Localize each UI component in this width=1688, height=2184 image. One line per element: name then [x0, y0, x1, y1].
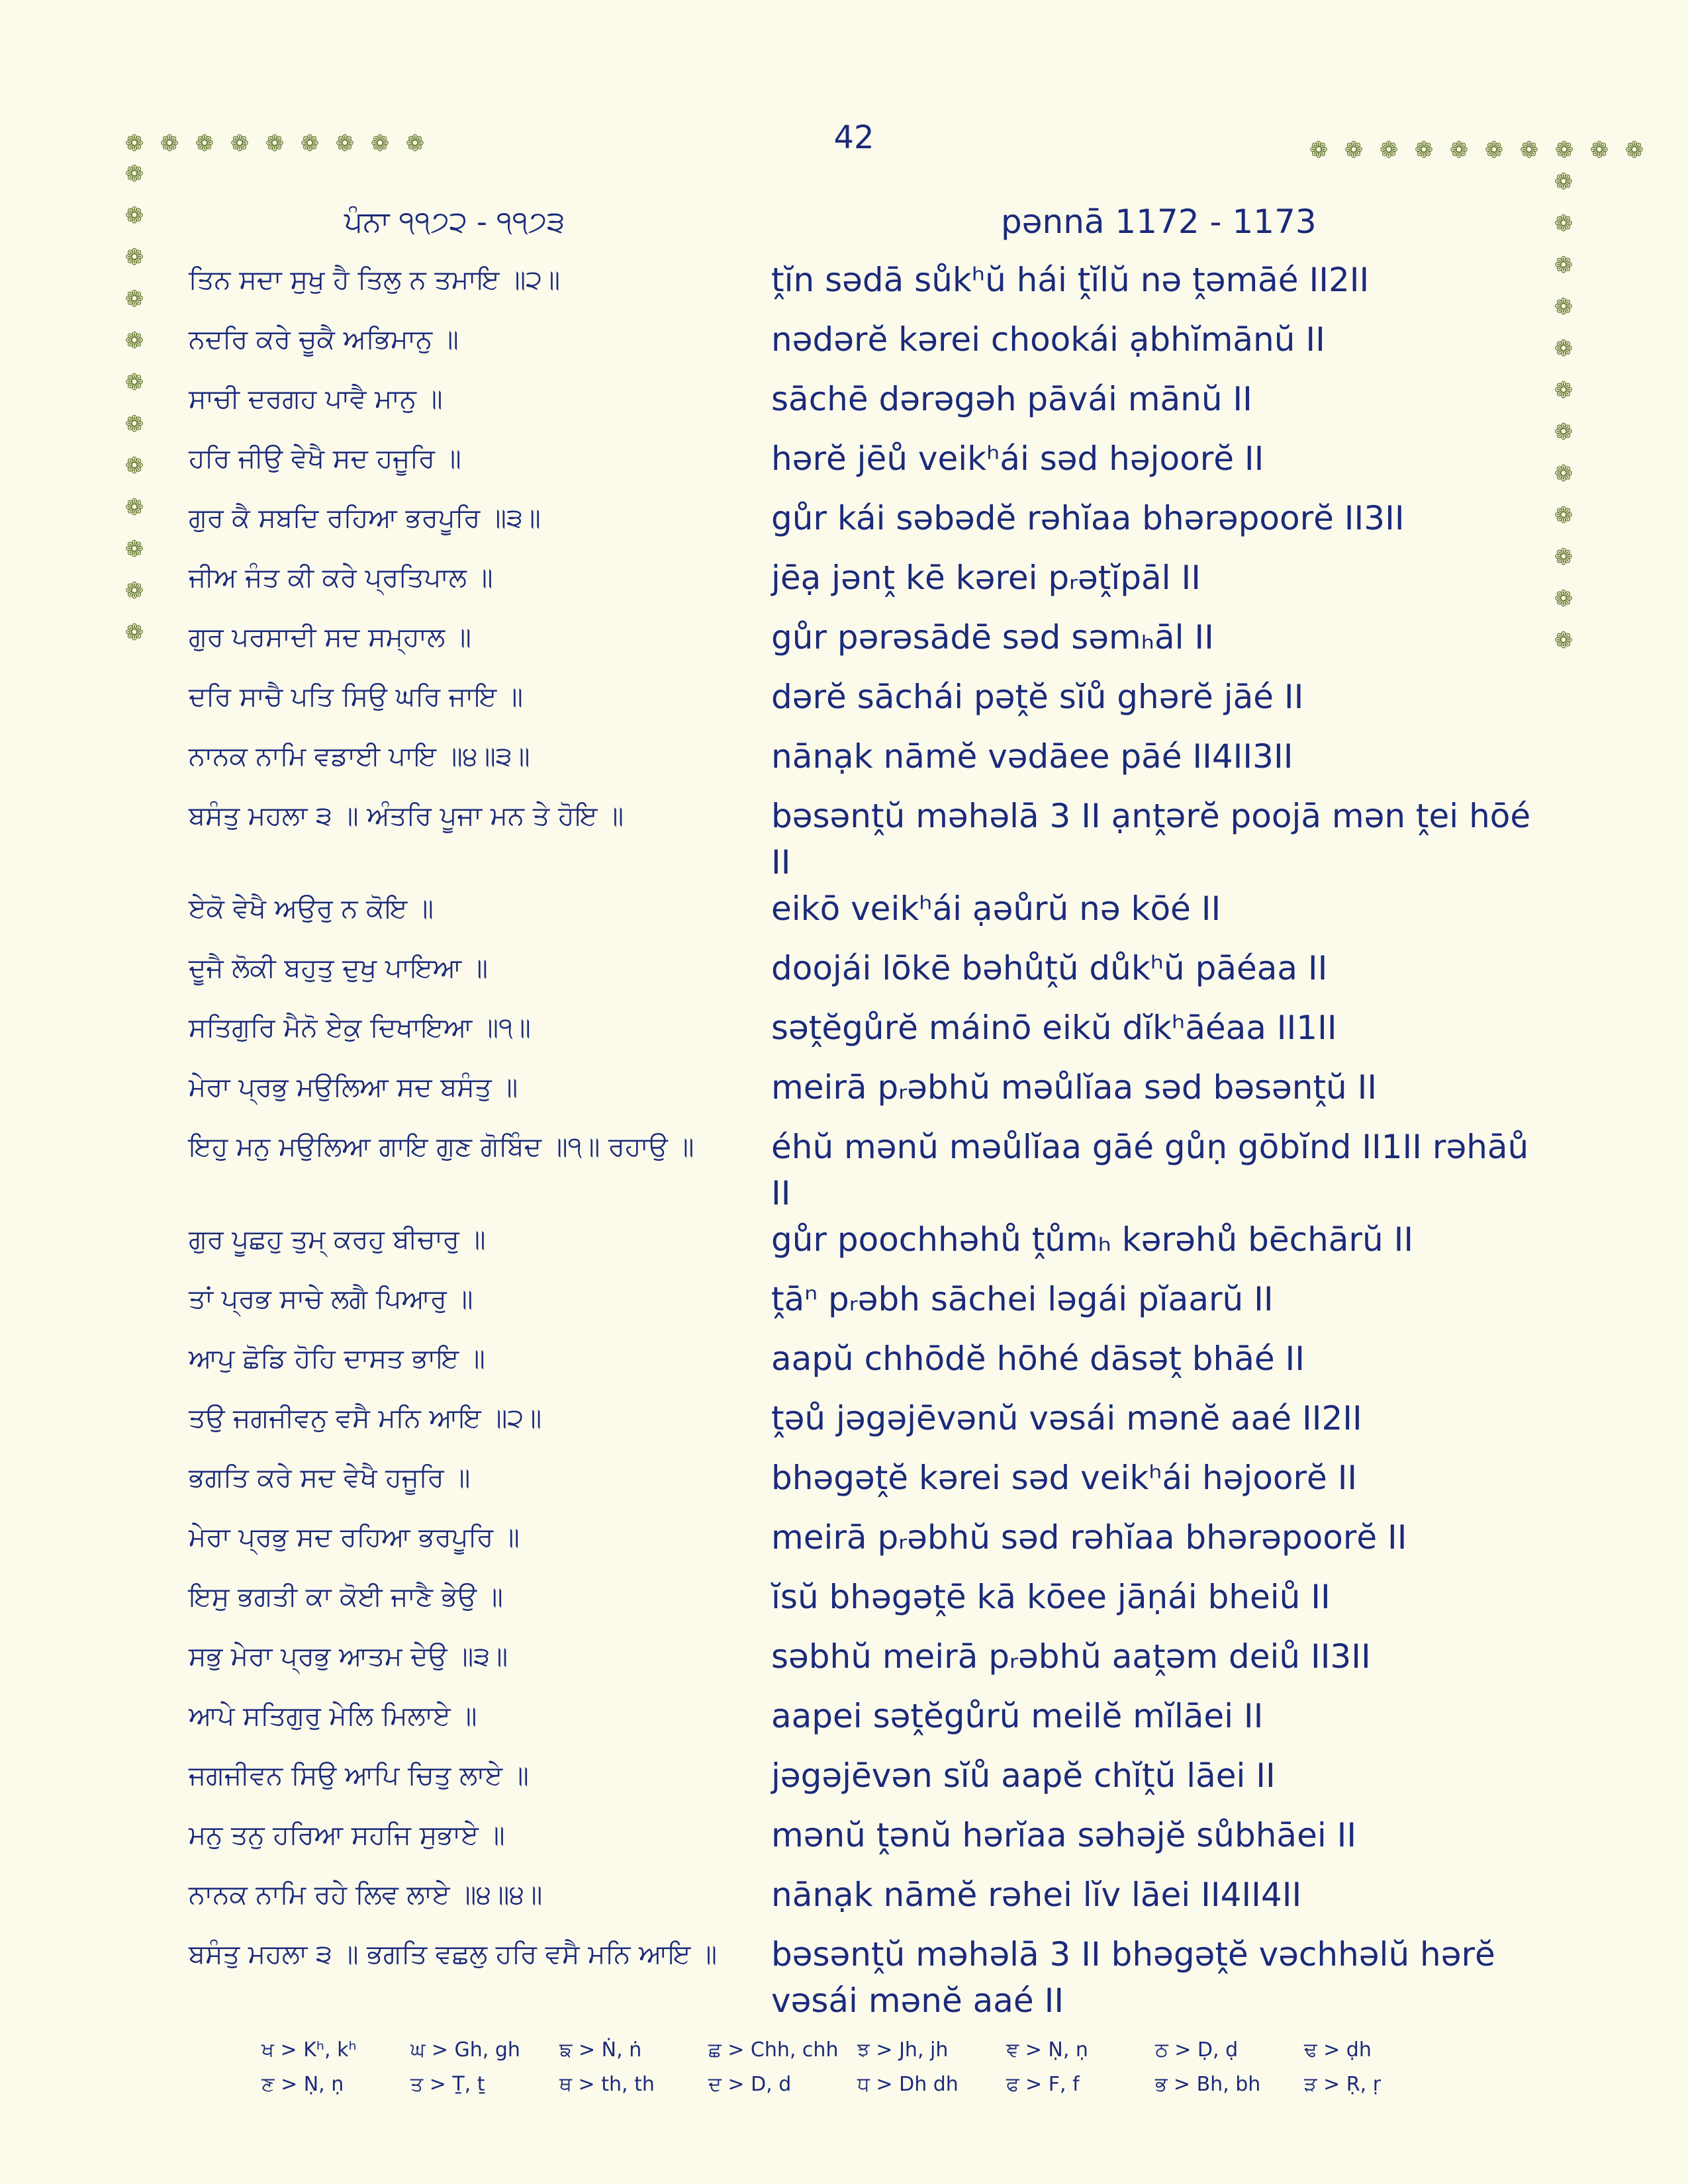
transliteration-line: nədərĕ kərei chookái ạbhĭmānŭ II	[771, 320, 1325, 359]
verse-row	[189, 614, 1532, 674]
gurmukhi-line: ਆਪੇ ਸਤਿਗੁਰੁ ਮੇਲਿ ਮਿਲਾਏ ॥	[189, 1701, 477, 1731]
flower-icon: ❁	[124, 619, 144, 646]
gurmukhi-line: ਦੂਜੈ ਲੋਕੀ ਬਹੁਤੁ ਦੁਖੁ ਪਾਇਆ ॥	[189, 953, 488, 983]
flower-border-right	[1552, 171, 1575, 652]
flower-icon: ❁	[300, 130, 320, 157]
verse-row	[189, 1693, 1532, 1752]
flower-icon: ❁	[124, 203, 144, 229]
flower-icon: ❁	[124, 286, 144, 312]
flower-icon: ❁	[124, 453, 144, 479]
page-range-transliteration: pənnā 1172 - 1173	[1001, 203, 1317, 241]
flower-icon: ❁	[405, 130, 425, 157]
legend-item: ਫ > F, f	[1006, 2073, 1080, 2096]
verse-row	[189, 945, 1532, 1005]
transliteration-line: dərĕ sāchái pəṱĕ sĭů ghərĕ jāé II	[771, 678, 1304, 716]
gurmukhi-line: ਭਗਤਿ ਕਰੇ ਸਦ ਵੇਖੈ ਹਜੂਰਿ ॥	[189, 1463, 471, 1493]
verse-row	[189, 316, 1532, 376]
flower-icon: ❁	[265, 130, 285, 157]
legend-item: ਢ > ḍh	[1304, 2038, 1372, 2062]
verse-row	[189, 1812, 1532, 1872]
transliteration-line: hərĕ jēů veikʰái səd həjoorĕ II	[771, 439, 1264, 478]
transliteration-line: səṱĕgůrĕ máinō eikŭ dĭkʰāéaa II1II	[771, 1009, 1337, 1047]
verse-row	[189, 1216, 1532, 1276]
flower-icon: ❁	[1344, 137, 1364, 163]
gurmukhi-line: ਬਸੰਤੁ ਮਹਲਾ ੩ ॥ ਭਗਤਿ ਵਛਲੁ ਹਰਿ ਵਸੈ ਮਨਿ ਆਇ ॥	[189, 1939, 718, 1970]
gurmukhi-line: ਬਸੰਤੁ ਮਹਲਾ ੩ ॥ ਅੰਤਰਿ ਪੂਜਾ ਮਨ ਤੇ ਹੋਇ ॥	[189, 801, 624, 831]
transliteration-legend	[261, 2038, 1453, 2107]
flower-icon: ❁	[335, 130, 355, 157]
flower-icon: ❁	[1379, 137, 1399, 163]
verse-row	[189, 1064, 1532, 1124]
gurmukhi-line: ਨਾਨਕ ਨਾਮਿ ਰਹੇ ਲਿਵ ਲਾਏ ॥੪॥੪॥	[189, 1880, 543, 1910]
legend-item: ਣ > Ṇ, ṇ	[261, 2073, 344, 2096]
flower-icon: ❁	[1554, 461, 1573, 487]
gurmukhi-line: ਨਾਨਕ ਨਾਮਿ ਵਡਾਈ ਪਾਇ ॥੪॥੩॥	[189, 741, 530, 772]
transliteration-line: meirā pᵣəbhŭ səd rəhĭaa bhərəpoorĕ II	[771, 1518, 1407, 1557]
flower-icon: ❁	[1554, 137, 1574, 163]
flower-icon: ❁	[1554, 419, 1573, 445]
gurmukhi-line: ਗੁਰ ਪਰਸਾਦੀ ਸਦ ਸਮ੍ਹਾਲ ॥	[189, 622, 471, 653]
verse-row	[189, 435, 1532, 495]
verse-row	[189, 793, 1532, 886]
gurmukhi-line: ਤਉ ਜਗਜੀਵਨੁ ਵਸੈ ਮਨਿ ਆਇ ॥੨॥	[189, 1403, 542, 1433]
transliteration-line: aapei səṱĕgůrŭ meilĕ mĭlāei II	[771, 1697, 1264, 1735]
flower-icon: ❁	[1554, 294, 1573, 320]
flower-icon: ❁	[1449, 137, 1469, 163]
flower-icon: ❁	[1554, 544, 1573, 570]
flower-icon: ❁	[1554, 377, 1573, 404]
verse-row	[189, 1752, 1532, 1812]
flower-icon: ❁	[1589, 137, 1609, 163]
verse-row	[189, 1514, 1532, 1574]
gurmukhi-line: ਮੇਰਾ ਪ੍ਰਭੁ ਸਦ ਰਹਿਆ ਭਰਪੂਰਿ ॥	[189, 1522, 520, 1553]
flower-icon: ❁	[1309, 137, 1329, 163]
transliteration-line: ṱəů jəgəjēvənŭ vəsái mənĕ aaé II2II	[771, 1399, 1362, 1437]
verse-row	[189, 1931, 1532, 2024]
flower-icon: ❁	[195, 130, 214, 157]
transliteration-line: bhəgəṱĕ kərei səd veikʰái həjoorĕ II	[771, 1459, 1358, 1497]
transliteration-line: nānạk nāmĕ rəhei lĭv lāei II4II4II	[771, 1876, 1302, 1914]
gurmukhi-line: ਤਾਂ ਪ੍ਰਭ ਸਾਚੇ ਲਗੈ ਪਿਆਰੁ ॥	[189, 1284, 473, 1314]
legend-item: ਖ > Kʰ, kʰ	[261, 2038, 357, 2062]
flower-icon: ❁	[124, 411, 144, 437]
transliteration-line: eikō veikʰái ạəůrŭ nə kōé II	[771, 889, 1221, 928]
flower-icon: ❁	[1519, 137, 1539, 163]
transliteration-line: bəsənṱŭ məhəlā 3 II ạnṱərĕ poojā mən ṱei hōé II	[771, 797, 1531, 882]
transliteration-line: doojái lōkē bəhůṱŭ důkʰŭ pāéaa II	[771, 949, 1328, 987]
transliteration-line: gůr poochhəhů ṱůmₕ kərəhů bēchārŭ II	[771, 1220, 1414, 1259]
flower-icon: ❁	[1554, 627, 1573, 654]
legend-item: ਞ > Ṇ, ṇ	[1006, 2038, 1088, 2062]
transliteration-line: jēạ jənṱ kē kərei pᵣəṱĭpāl II	[771, 559, 1201, 597]
page-number: 42	[833, 119, 874, 156]
legend-row	[261, 2038, 1453, 2073]
gurmukhi-line: ਤਿਨ ਸਦਾ ਸੁਖੁ ਹੈ ਤਿਲੁ ਨ ਤਮਾਇ ॥੨॥	[189, 265, 561, 295]
gurmukhi-line: ਇਸੁ ਭਗਤੀ ਕਾ ਕੋਈ ਜਾਣੈ ਭੇਉ ॥	[189, 1582, 503, 1612]
legend-item: ਙ > Ṅ, ṅ	[559, 2038, 642, 2062]
flower-icon: ❁	[124, 369, 144, 396]
transliteration-line: jəgəjēvən sĭů aapĕ chĭṱŭ lāei II	[771, 1756, 1276, 1795]
gurmukhi-line: ਸਭੁ ਮੇਰਾ ਪ੍ਰਭੁ ਆਤਮ ਦੇਉ ॥੩॥	[189, 1641, 508, 1672]
flower-icon: ❁	[1554, 336, 1573, 362]
flower-icon: ❁	[124, 328, 144, 354]
gurmukhi-line: ਨਦਰਿ ਕਰੇ ਚੂਕੈ ਅਭਿਮਾਨੁ ॥	[189, 324, 459, 355]
verse-row	[189, 257, 1532, 316]
legend-item: ਘ > Gh, gh	[410, 2038, 520, 2062]
transliteration-line: gůr kái səbədĕ rəhĭaa bhərəpoorĕ II3II	[771, 499, 1405, 537]
flower-border-left	[123, 163, 146, 644]
gurmukhi-line: ਸਤਿਗੁਰਿ ਮੈਨੋ ਏਕੁ ਦਿਖਾਇਆ ॥੧॥	[189, 1013, 531, 1043]
transliteration-line: sāchē dərəgəh pāvái mānŭ II	[771, 380, 1252, 418]
flower-icon: ❁	[124, 536, 144, 563]
verse-row	[189, 1276, 1532, 1336]
transliteration-line: ṱĭn sədā sůkʰŭ hái ṱĭlŭ nə ṱəmāé II2II	[771, 261, 1370, 299]
legend-item: ਦ > D, d	[708, 2073, 792, 2096]
verse-row	[189, 1124, 1532, 1216]
verse-table	[189, 257, 1532, 2024]
verse-row	[189, 495, 1532, 555]
verse-row	[189, 1574, 1532, 1633]
flower-icon: ❁	[1554, 502, 1573, 529]
flower-icon: ❁	[1484, 137, 1504, 163]
verse-row	[189, 1336, 1532, 1395]
verse-row	[189, 1633, 1532, 1693]
legend-item: ਤ > Ṯ, ṯ	[410, 2073, 485, 2096]
gurmukhi-line: ਜੀਅ ਜੰਤ ਕੀ ਕਰੇ ਪ੍ਰਤਿਪਾਲ ॥	[189, 563, 493, 593]
transliteration-line: aapŭ chhōdĕ hōhé dāsəṱ bhāé II	[771, 1340, 1305, 1378]
flower-icon: ❁	[370, 130, 390, 157]
verse-row	[189, 886, 1532, 945]
flower-border-top-right	[1307, 139, 1646, 161]
flower-icon: ❁	[124, 244, 144, 271]
transliteration-line: meirā pᵣəbhŭ məůlĭaa səd bəsənṱŭ II	[771, 1068, 1378, 1107]
gurmukhi-line: ਹਰਿ ਜੀਉ ਵੇਖੈ ਸਦ ਹਜੂਰਿ ॥	[189, 443, 461, 474]
gurmukhi-line: ਗੁਰ ਪੂਛਹੁ ਤੁਮ੍ ਕਰਹੁ ਬੀਚਾਰੁ ॥	[189, 1224, 486, 1255]
legend-item: ਭ > Bh, bh	[1155, 2073, 1261, 2096]
legend-item: ਝ > Jh, jh	[857, 2038, 949, 2062]
flower-border-top-left	[123, 132, 426, 155]
flower-icon: ❁	[124, 578, 144, 604]
gurmukhi-line: ਆਪੁ ਛੋਡਿ ਹੋਹਿ ਦਾਸਤ ਭਾਇ ॥	[189, 1343, 485, 1374]
flower-icon: ❁	[160, 130, 179, 157]
gurmukhi-line: ਸਾਚੀ ਦਰਗਹ ਪਾਵੈ ਮਾਨੁ ॥	[189, 384, 443, 414]
gurmukhi-line: ਇਹੁ ਮਨੁ ਮਉਲਿਆ ਗਾਇ ਗੁਣ ਗੋਬਿੰਦ ॥੧॥ ਰਹਾਉ ॥	[189, 1132, 694, 1162]
flower-icon: ❁	[124, 494, 144, 521]
gurmukhi-line: ਮਨੁ ਤਨੁ ਹਰਿਆ ਸਹਜਿ ਸੁਭਾਏ ॥	[189, 1820, 505, 1850]
flower-icon: ❁	[1554, 252, 1573, 279]
transliteration-line: nānạk nāmĕ vədāee pāé II4II3II	[771, 737, 1293, 776]
verse-row	[189, 1455, 1532, 1514]
legend-item: ਧ > Dh dh	[857, 2073, 959, 2096]
flower-icon: ❁	[1624, 137, 1644, 163]
transliteration-line: ṱāⁿ pᵣəbh sāchei ləgái pĭaarŭ II	[771, 1280, 1274, 1318]
flower-icon: ❁	[230, 130, 250, 157]
flower-icon: ❁	[124, 161, 144, 187]
page-range-gurmukhi: ਪੰਨਾ ੧੧੭੨ - ੧੧੭੩	[344, 205, 565, 239]
transliteration-line: səbhŭ meirā pᵣəbhŭ aaṱəm deiů II3II	[771, 1637, 1371, 1676]
legend-row	[261, 2073, 1453, 2107]
flower-icon: ❁	[124, 130, 144, 157]
gurmukhi-line: ਏਕੋ ਵੇਖੈ ਅਉਰੁ ਨ ਕੋਇ ॥	[189, 893, 434, 924]
verse-row	[189, 1395, 1532, 1455]
legend-item: ਥ > th, th	[559, 2073, 655, 2096]
verse-row	[189, 733, 1532, 793]
flower-icon: ❁	[1554, 169, 1573, 195]
transliteration-line: mənŭ ṱənŭ hərĭaa səhəjĕ sůbhāei II	[771, 1816, 1357, 1854]
flower-icon: ❁	[1554, 210, 1573, 237]
transliteration-line: ĭsŭ bhəgəṱē kā kōee jāṇái bheiů II	[771, 1578, 1331, 1616]
transliteration-line: gůr pərəsādē səd səmₕāl II	[771, 618, 1214, 657]
verse-row	[189, 1005, 1532, 1064]
legend-item: ਠ > Ḍ, ḍ	[1155, 2038, 1239, 2062]
gurmukhi-line: ਜਗਜੀਵਨ ਸਿਉ ਆਪਿ ਚਿਤੁ ਲਾਏ ॥	[189, 1760, 529, 1791]
verse-row	[189, 555, 1532, 614]
flower-icon: ❁	[1554, 586, 1573, 612]
gurmukhi-line: ਮੇਰਾ ਪ੍ਰਭੁ ਮਉਲਿਆ ਸਦ ਬਸੰਤੁ ॥	[189, 1072, 518, 1103]
gurmukhi-line: ਗੁਰ ਕੈ ਸਬਦਿ ਰਹਿਆ ਭਰਪੂਰਿ ॥੩॥	[189, 503, 541, 533]
gurmukhi-line: ਦਰਿ ਸਾਚੈ ਪਤਿ ਸਿਉ ਘਰਿ ਜਾਇ ॥	[189, 682, 523, 712]
verse-row	[189, 674, 1532, 733]
legend-item: ੜ > Ṛ, ṛ	[1304, 2073, 1382, 2096]
transliteration-line: éhŭ mənŭ məůlĭaa gāé gůṇ gōbĭnd II1II rəhāů II	[771, 1128, 1529, 1212]
transliteration-line: bəsənṱŭ məhəlā 3 II bhəgəṱĕ vəchhəlŭ hərĕ vəsái mənĕ aaé II	[771, 1935, 1495, 2020]
verse-row	[189, 1872, 1532, 1931]
flower-icon: ❁	[1414, 137, 1434, 163]
verse-row	[189, 376, 1532, 435]
legend-item: ਛ > Chh, chh	[708, 2038, 839, 2062]
